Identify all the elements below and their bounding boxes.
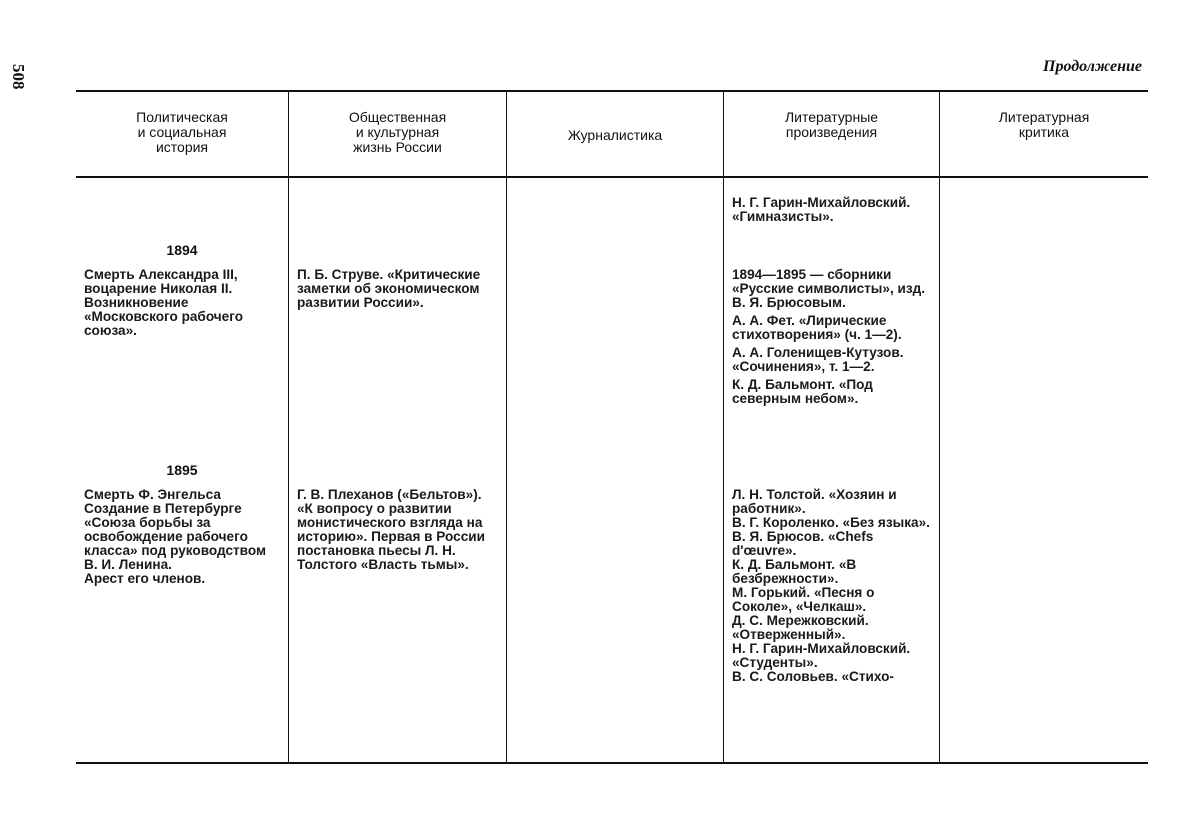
continuation-label: Продолжение: [1043, 58, 1142, 75]
column-journalism: [506, 92, 723, 762]
header-literature: Литературные произведения: [724, 92, 939, 178]
literature-entry: К. Д. Бальмонт. «В безбрежности».: [732, 557, 857, 586]
header-criticism: Литературная критика: [940, 92, 1148, 178]
column-society: [288, 92, 506, 762]
literature-entry: В. Г. Короленко. «Без языка».: [732, 515, 930, 530]
society-1894: П. Б. Струве. «Критические заметки об экономическом развитии России».: [297, 267, 481, 310]
literature-entry: Д. С. Мережковский. «Отверженный».: [732, 613, 869, 642]
header-society: Общественная и культурная жизнь России: [289, 92, 506, 178]
column-literature: [723, 92, 939, 762]
literature-1894: [732, 268, 933, 410]
literature-entry: В. Я. Брюсов. «Chefs d'œuvre».: [732, 529, 874, 558]
chronology-table: [76, 90, 1148, 764]
literature-entry: Н. Г. Гарин-Михайловский. «Гимназисты».: [732, 195, 911, 224]
header-history: Политическая и социальная история: [76, 92, 288, 178]
history-1895: Смерть Ф. Энгельса Создание в Петербурге «Союза борьбы за освобождение рабочего класса» под руководством В. И. Ленина. Арест его членов.: [84, 487, 267, 586]
literature-entry: В. С. Соловьев. «Стихо-: [732, 669, 894, 684]
column-history: [76, 92, 288, 762]
literature-entry: А. А. Фет. «Лирические стихотворения» (ч. 1—2).: [732, 313, 902, 342]
column-criticism: [939, 92, 1148, 762]
literature-entry: К. Д. Бальмонт. «Под северным небом».: [732, 377, 873, 406]
literature-entry: М. Горький. «Песня о Соколе», «Челкаш».: [732, 585, 875, 614]
literature-entry: 1894—1895 — сборники «Русские символисты», изд. В. Я. Брюсовым.: [732, 267, 926, 310]
literature-entry: Л. Н. Толстой. «Хозяин и работник».: [732, 487, 897, 516]
literature-entry: Н. Г. Гарин-Михайловский. «Студенты».: [732, 641, 911, 670]
year-1894: 1894: [166, 242, 198, 258]
header-journalism: Журналистика: [507, 92, 723, 178]
page-number: 508: [9, 64, 28, 90]
history-1894: Смерть Александра III, воцарение Николая II. Возникновение «Московского рабочего союза».: [84, 267, 244, 338]
society-1895: Г. В. Плеханов («Бельтов»). «К вопросу о развитии монистического взгляда на историю». Первая в России постановка пьесы Л. Н. Толстого «Власть тьмы».: [297, 487, 485, 572]
literature-1895: [732, 488, 933, 684]
year-1895: 1895: [166, 462, 198, 478]
literature-entry: А. А. Голенищев-Кутузов. «Сочинения», т. 1—2.: [732, 345, 904, 374]
